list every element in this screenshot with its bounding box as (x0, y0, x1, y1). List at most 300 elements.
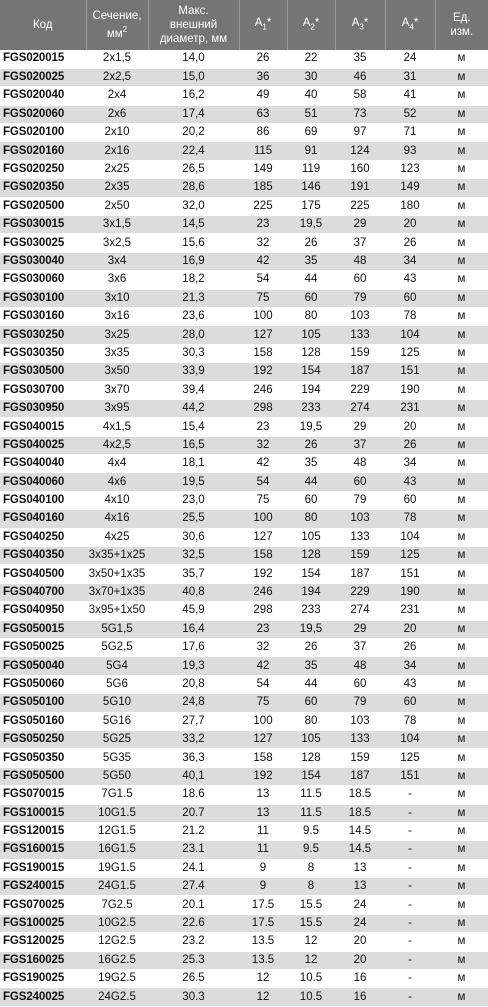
cell-a1: 17.5 (239, 914, 287, 932)
cell-a4: 24 (385, 50, 435, 68)
cell-diameter: 25,5 (148, 510, 239, 528)
cell-unit: м (435, 252, 488, 270)
cell-section: 3x16 (86, 307, 148, 325)
cell-unit: м (435, 87, 488, 105)
cell-a3: 103 (335, 510, 385, 528)
cell-section: 4x25 (86, 528, 148, 546)
cell-code: FGS040500 (0, 565, 86, 583)
table-row (0, 87, 488, 105)
table-row (0, 896, 488, 914)
cell-a1: 42 (239, 252, 287, 270)
cell-section: 3x95+1x50 (86, 602, 148, 620)
cell-a2: 30 (287, 68, 335, 86)
cell-a4: - (385, 786, 435, 804)
cell-a3: 103 (335, 307, 385, 325)
cell-a2: 194 (287, 381, 335, 399)
cell-section: 5G35 (86, 749, 148, 767)
cell-unit: м (435, 197, 488, 215)
cell-code: FGS190025 (0, 970, 86, 988)
table-row (0, 988, 488, 1006)
cell-a2: 128 (287, 749, 335, 767)
cell-a3: 37 (335, 436, 385, 454)
table-row (0, 602, 488, 620)
cell-a1: 54 (239, 675, 287, 693)
cell-a4: 26 (385, 436, 435, 454)
cell-unit: м (435, 675, 488, 693)
table-row (0, 473, 488, 491)
table-row (0, 951, 488, 969)
cell-a2: 44 (287, 473, 335, 491)
cell-a2: 105 (287, 326, 335, 344)
cell-a2: 128 (287, 344, 335, 362)
cell-a1: 225 (239, 197, 287, 215)
cell-a2: 12 (287, 933, 335, 951)
cell-section: 3x10 (86, 289, 148, 307)
cell-code: FGS050500 (0, 767, 86, 785)
cell-unit: м (435, 418, 488, 436)
table-row (0, 694, 488, 712)
cell-section: 2x16 (86, 142, 148, 160)
cell-a3: 20 (335, 933, 385, 951)
table-row (0, 583, 488, 601)
cell-a2: 8 (287, 859, 335, 877)
table-row (0, 822, 488, 840)
cell-section: 3x4 (86, 252, 148, 270)
cell-a4: 52 (385, 105, 435, 123)
table-row (0, 271, 488, 289)
cell-a1: 9 (239, 878, 287, 896)
cell-section: 4x10 (86, 491, 148, 509)
cell-a3: 14.5 (335, 822, 385, 840)
cell-section: 2x1,5 (86, 50, 148, 68)
cell-a2: 146 (287, 179, 335, 197)
cell-a3: 37 (335, 234, 385, 252)
cell-diameter: 21,3 (148, 289, 239, 307)
cell-unit: м (435, 124, 488, 142)
cell-section: 3x70+1x35 (86, 583, 148, 601)
cell-a3: 14.5 (335, 841, 385, 859)
header-row (0, 0, 488, 50)
cell-a1: 13 (239, 786, 287, 804)
cell-section: 5G1,5 (86, 620, 148, 638)
cell-a2: 51 (287, 105, 335, 123)
cell-diameter: 16,5 (148, 436, 239, 454)
cell-code: FGS020100 (0, 124, 86, 142)
cell-a1: 158 (239, 547, 287, 565)
cell-unit: м (435, 859, 488, 877)
cell-a3: 133 (335, 326, 385, 344)
cell-diameter: 15,0 (148, 68, 239, 86)
table-row (0, 859, 488, 877)
table-row (0, 50, 488, 68)
cell-a3: 24 (335, 914, 385, 932)
cell-unit: м (435, 951, 488, 969)
cell-diameter: 14,0 (148, 50, 239, 68)
cell-diameter: 24.1 (148, 859, 239, 877)
cell-a2: 12 (287, 951, 335, 969)
cell-a3: 191 (335, 179, 385, 197)
cell-a3: 229 (335, 583, 385, 601)
cell-a3: 20 (335, 951, 385, 969)
table-row (0, 68, 488, 86)
cell-a3: 18.5 (335, 804, 385, 822)
cell-section: 5G4 (86, 657, 148, 675)
cell-code: FGS160025 (0, 951, 86, 969)
cell-section: 3x70 (86, 381, 148, 399)
cell-diameter: 22,4 (148, 142, 239, 160)
cell-section: 5G10 (86, 694, 148, 712)
table-row (0, 105, 488, 123)
cell-code: FGS040250 (0, 528, 86, 546)
col-code-header: Код (0, 0, 86, 50)
cell-a4: 190 (385, 381, 435, 399)
cell-section: 16G1.5 (86, 841, 148, 859)
cell-unit: м (435, 970, 488, 988)
cell-a1: 17.5 (239, 896, 287, 914)
table-row (0, 363, 488, 381)
cell-a4: 71 (385, 124, 435, 142)
cell-a3: 274 (335, 399, 385, 417)
cell-unit: м (435, 786, 488, 804)
cell-code: FGS030700 (0, 381, 86, 399)
cell-unit: м (435, 749, 488, 767)
cell-a2: 9.5 (287, 822, 335, 840)
cell-code: FGS240015 (0, 878, 86, 896)
cell-diameter: 16,9 (148, 252, 239, 270)
cell-diameter: 23,6 (148, 307, 239, 325)
table-row (0, 418, 488, 436)
cell-code: FGS190015 (0, 859, 86, 877)
cell-a4: 43 (385, 675, 435, 693)
cell-a3: 24 (335, 896, 385, 914)
cell-diameter: 27.4 (148, 878, 239, 896)
cell-section: 3x95 (86, 399, 148, 417)
cell-a4: 123 (385, 160, 435, 178)
cell-unit: м (435, 381, 488, 399)
cell-section: 24G2.5 (86, 988, 148, 1006)
table-row (0, 657, 488, 675)
cell-diameter: 23.2 (148, 933, 239, 951)
cell-a1: 75 (239, 694, 287, 712)
cell-a4: - (385, 859, 435, 877)
cell-unit: м (435, 234, 488, 252)
cell-unit: м (435, 271, 488, 289)
cell-a3: 37 (335, 639, 385, 657)
cell-section: 19G2.5 (86, 970, 148, 988)
cell-section: 2x10 (86, 124, 148, 142)
cell-a3: 229 (335, 381, 385, 399)
cell-a3: 103 (335, 712, 385, 730)
cell-diameter: 32,0 (148, 197, 239, 215)
cell-a3: 48 (335, 455, 385, 473)
cell-a4: 104 (385, 326, 435, 344)
cell-a1: 23 (239, 620, 287, 638)
cell-unit: м (435, 363, 488, 381)
cell-a4: 125 (385, 749, 435, 767)
cell-a1: 11 (239, 841, 287, 859)
cell-unit: м (435, 68, 488, 86)
cell-a4: 93 (385, 142, 435, 160)
cell-a2: 19,5 (287, 418, 335, 436)
cell-a4: 41 (385, 87, 435, 105)
cell-code: FGS040350 (0, 547, 86, 565)
cell-a1: 149 (239, 160, 287, 178)
cell-a3: 159 (335, 749, 385, 767)
cell-a1: 100 (239, 307, 287, 325)
cell-code: FGS040950 (0, 602, 86, 620)
cell-a3: 133 (335, 730, 385, 748)
cell-section: 7G2.5 (86, 896, 148, 914)
cell-unit: м (435, 399, 488, 417)
cell-section: 24G1.5 (86, 878, 148, 896)
cell-a4: 231 (385, 602, 435, 620)
cell-a4: 125 (385, 344, 435, 362)
cell-code: FGS020500 (0, 197, 86, 215)
table-row (0, 804, 488, 822)
cell-a1: 12 (239, 988, 287, 1006)
cell-unit: м (435, 344, 488, 362)
cell-a2: 194 (287, 583, 335, 601)
table-row (0, 712, 488, 730)
cell-a3: 16 (335, 988, 385, 1006)
cell-code: FGS030100 (0, 289, 86, 307)
cell-unit: м (435, 914, 488, 932)
cell-a4: - (385, 914, 435, 932)
cell-diameter: 19,5 (148, 473, 239, 491)
cell-a4: - (385, 804, 435, 822)
table-row (0, 252, 488, 270)
cell-unit: м (435, 639, 488, 657)
cell-a1: 75 (239, 491, 287, 509)
cell-unit: м (435, 160, 488, 178)
cell-a3: 159 (335, 344, 385, 362)
table-row (0, 547, 488, 565)
cell-a2: 233 (287, 399, 335, 417)
cell-section: 19G1.5 (86, 859, 148, 877)
cell-a2: 60 (287, 694, 335, 712)
col-diameter-header: Макс. внешний диаметр, мм (148, 0, 239, 50)
cell-section: 2x4 (86, 87, 148, 105)
cell-code: FGS040040 (0, 455, 86, 473)
table-row (0, 197, 488, 215)
table-row (0, 399, 488, 417)
cell-diameter: 24,8 (148, 694, 239, 712)
cell-code: FGS120015 (0, 822, 86, 840)
cell-unit: м (435, 841, 488, 859)
cell-a3: 274 (335, 602, 385, 620)
table-header (0, 0, 488, 50)
cell-section: 3x35 (86, 344, 148, 362)
cell-code: FGS030060 (0, 271, 86, 289)
cell-code: FGS020350 (0, 179, 86, 197)
cell-a2: 105 (287, 528, 335, 546)
cell-a2: 11.5 (287, 804, 335, 822)
cell-a3: 29 (335, 216, 385, 234)
cell-a2: 8 (287, 878, 335, 896)
cell-a1: 298 (239, 602, 287, 620)
table-row (0, 786, 488, 804)
cell-a1: 100 (239, 510, 287, 528)
col-section-header: Сечение, $мм^2$ (86, 0, 148, 50)
table-row (0, 914, 488, 932)
cell-code: FGS100025 (0, 914, 86, 932)
cell-a4: - (385, 822, 435, 840)
cell-a3: 187 (335, 565, 385, 583)
cell-a4: - (385, 878, 435, 896)
cell-code: FGS020250 (0, 160, 86, 178)
cell-diameter: 20.7 (148, 804, 239, 822)
cell-unit: м (435, 436, 488, 454)
cell-unit: м (435, 455, 488, 473)
cell-a1: 127 (239, 730, 287, 748)
cell-unit: м (435, 804, 488, 822)
cell-a2: 9.5 (287, 841, 335, 859)
table-body (0, 50, 488, 1006)
cell-unit: м (435, 289, 488, 307)
cell-a1: 54 (239, 271, 287, 289)
cell-a3: 124 (335, 142, 385, 160)
cell-a4: 20 (385, 216, 435, 234)
cell-unit: м (435, 988, 488, 1006)
cell-diameter: 30,3 (148, 344, 239, 362)
cell-a2: 35 (287, 455, 335, 473)
cell-unit: м (435, 694, 488, 712)
cell-a3: 58 (335, 87, 385, 105)
cell-a4: 151 (385, 565, 435, 583)
cell-unit: м (435, 822, 488, 840)
cell-code: FGS100015 (0, 804, 86, 822)
cell-a2: 11.5 (287, 786, 335, 804)
cell-a4: 34 (385, 455, 435, 473)
cell-a4: 149 (385, 179, 435, 197)
cell-a1: 100 (239, 712, 287, 730)
cell-diameter: 18,1 (148, 455, 239, 473)
cell-a4: 78 (385, 510, 435, 528)
cell-code: FGS030025 (0, 234, 86, 252)
cell-a3: 60 (335, 473, 385, 491)
cell-a4: 151 (385, 363, 435, 381)
cell-code: FGS030350 (0, 344, 86, 362)
cell-a3: 159 (335, 547, 385, 565)
cell-a1: 9 (239, 859, 287, 877)
cell-a1: 12 (239, 970, 287, 988)
cell-a3: 187 (335, 363, 385, 381)
cell-code: FGS070025 (0, 896, 86, 914)
cell-section: 3x50 (86, 363, 148, 381)
cell-a2: 10.5 (287, 970, 335, 988)
cell-a4: - (385, 988, 435, 1006)
cell-code: FGS020060 (0, 105, 86, 123)
cell-unit: м (435, 50, 488, 68)
cell-unit: м (435, 878, 488, 896)
cell-a4: 104 (385, 528, 435, 546)
cell-unit: м (435, 767, 488, 785)
cell-unit: м (435, 142, 488, 160)
cell-unit: м (435, 620, 488, 638)
cell-a4: 34 (385, 657, 435, 675)
cell-section: 2x50 (86, 197, 148, 215)
cell-a2: 26 (287, 639, 335, 657)
cell-a3: 29 (335, 418, 385, 436)
cell-a2: 44 (287, 271, 335, 289)
cell-a2: 154 (287, 565, 335, 583)
cell-a1: 185 (239, 179, 287, 197)
cell-a1: 127 (239, 326, 287, 344)
table-row (0, 455, 488, 473)
cell-unit: м (435, 491, 488, 509)
cell-code: FGS050160 (0, 712, 86, 730)
table-row (0, 381, 488, 399)
cell-a3: 46 (335, 68, 385, 86)
cell-a4: 231 (385, 399, 435, 417)
cell-a1: 11 (239, 822, 287, 840)
cell-section: 3x50+1x35 (86, 565, 148, 583)
cell-a3: 18.5 (335, 786, 385, 804)
cell-a1: 63 (239, 105, 287, 123)
table-row (0, 639, 488, 657)
cell-a1: 23 (239, 216, 287, 234)
cell-section: 12G1.5 (86, 822, 148, 840)
table-row (0, 730, 488, 748)
cell-a4: 60 (385, 491, 435, 509)
cell-section: 2x35 (86, 179, 148, 197)
cell-a1: 13.5 (239, 933, 287, 951)
cell-a2: 40 (287, 87, 335, 105)
cell-diameter: 17,4 (148, 105, 239, 123)
cell-unit: м (435, 896, 488, 914)
cell-diameter: 21.2 (148, 822, 239, 840)
cell-a2: 35 (287, 657, 335, 675)
cell-a1: 246 (239, 381, 287, 399)
cell-a1: 54 (239, 473, 287, 491)
col-a3-header: $A_3*$ (335, 0, 385, 50)
table-row (0, 528, 488, 546)
cell-diameter: 23.1 (148, 841, 239, 859)
cell-a1: 192 (239, 565, 287, 583)
cell-a2: 60 (287, 289, 335, 307)
cell-a3: 79 (335, 694, 385, 712)
cell-a4: 26 (385, 234, 435, 252)
cell-diameter: 22.6 (148, 914, 239, 932)
cell-a2: 26 (287, 436, 335, 454)
cell-a2: 44 (287, 675, 335, 693)
table-row (0, 620, 488, 638)
cell-unit: м (435, 657, 488, 675)
cell-unit: м (435, 712, 488, 730)
cell-a1: 158 (239, 344, 287, 362)
cell-unit: м (435, 326, 488, 344)
cell-unit: м (435, 565, 488, 583)
cell-a3: 35 (335, 50, 385, 68)
cell-unit: м (435, 179, 488, 197)
cell-section: 5G16 (86, 712, 148, 730)
cell-a2: 19,5 (287, 620, 335, 638)
table-row (0, 160, 488, 178)
cell-unit: м (435, 473, 488, 491)
cell-diameter: 45,9 (148, 602, 239, 620)
cell-code: FGS030500 (0, 363, 86, 381)
cell-a1: 246 (239, 583, 287, 601)
cell-diameter: 35,7 (148, 565, 239, 583)
table-row (0, 491, 488, 509)
cell-diameter: 28,0 (148, 326, 239, 344)
cell-diameter: 14,5 (148, 216, 239, 234)
cell-code: FGS160015 (0, 841, 86, 859)
cell-diameter: 17,6 (148, 639, 239, 657)
cell-a3: 29 (335, 620, 385, 638)
cell-diameter: 32,5 (148, 547, 239, 565)
cell-a4: 151 (385, 767, 435, 785)
